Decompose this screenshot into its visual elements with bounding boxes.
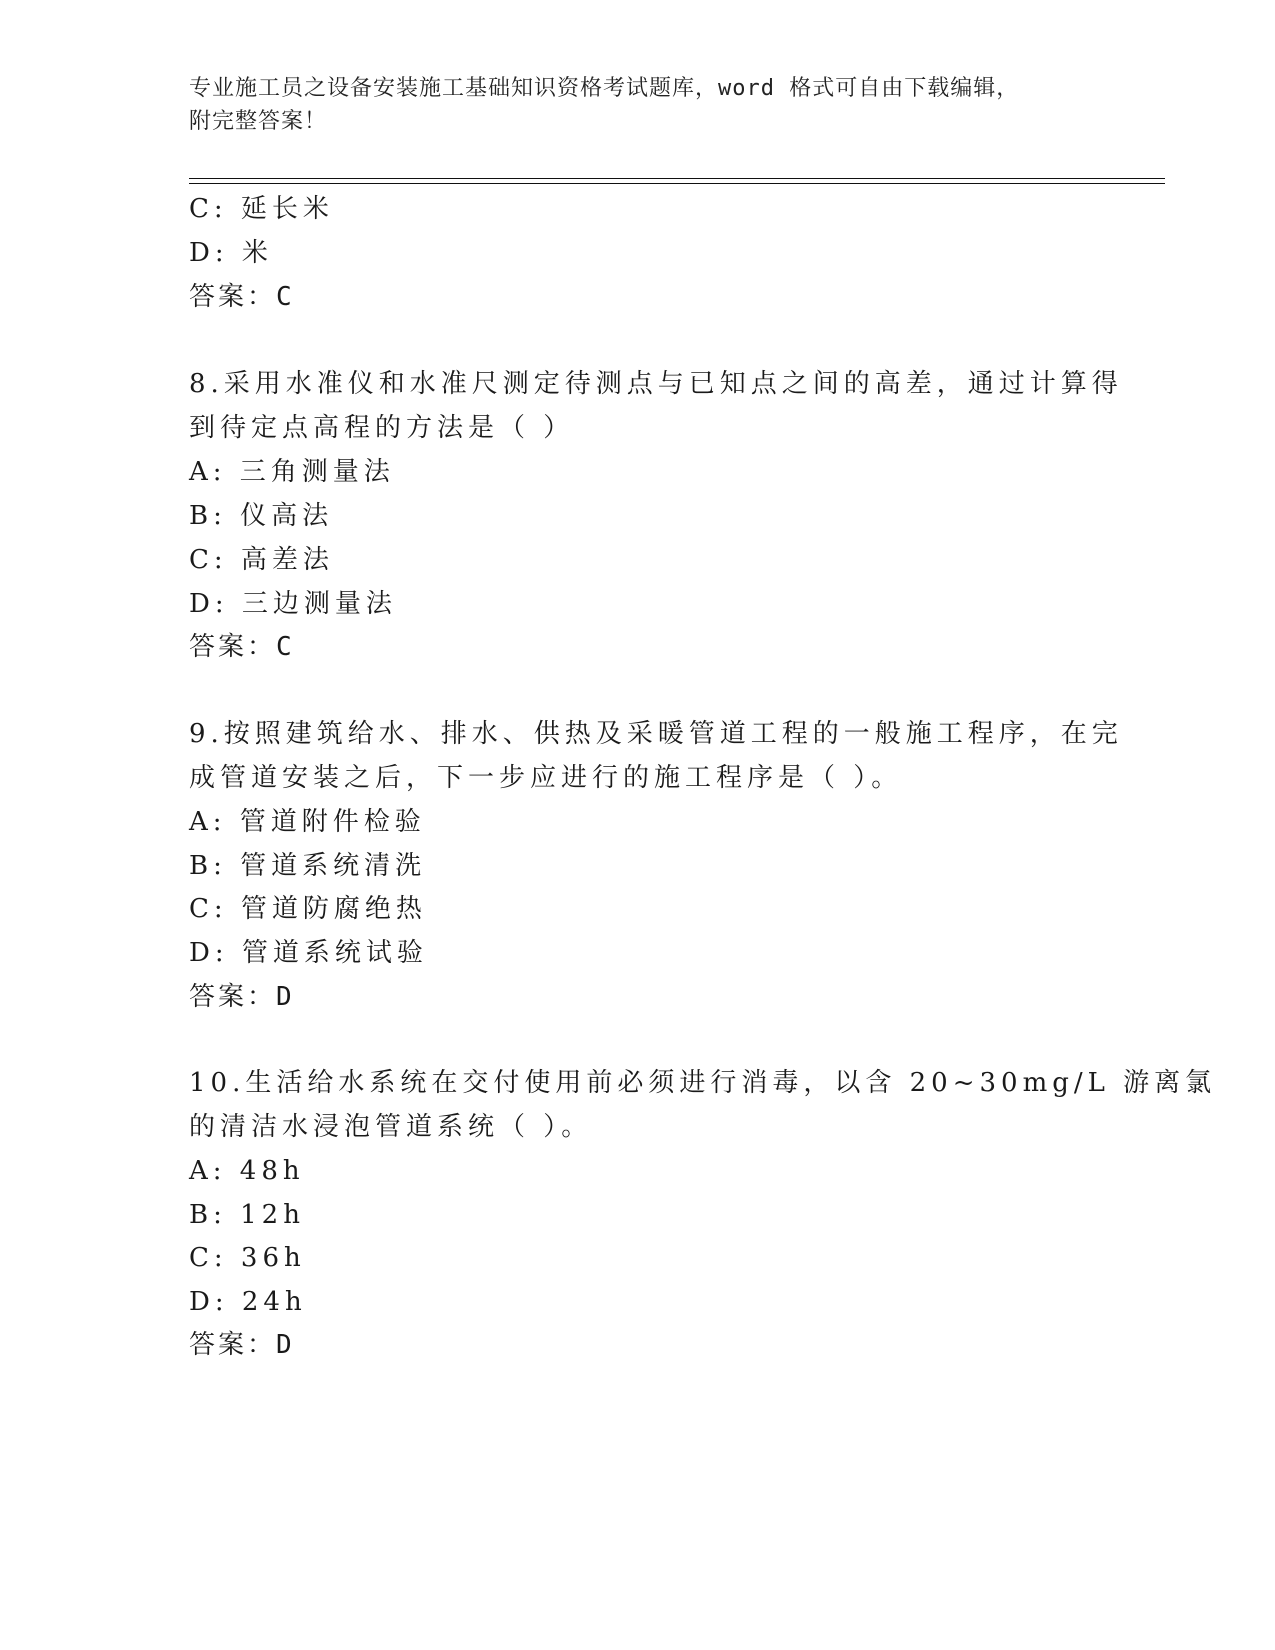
- q8-answer: 答案：C: [189, 632, 295, 662]
- q9-option-a: A: 管道附件检验: [189, 807, 426, 837]
- q10-option-d: D: 24h: [189, 1287, 307, 1317]
- q10-option-a: A: 48h: [189, 1156, 305, 1186]
- q8-stem-line-2: 到待定点高程的方法是（ ）: [189, 413, 575, 443]
- q10-stem-line-1: 10.生活给水系统在交付使用前必须进行消毒，以含 20~30mg/L 游离氯: [189, 1068, 1217, 1098]
- q10-stem-line-2: 的清洁水浸泡管道系统（ ）。: [189, 1112, 593, 1142]
- q9-stem-line-2: 成管道安装之后，下一步应进行的施工程序是（ ）。: [189, 763, 903, 793]
- header-line-1: 专业施工员之设备安装施工基础知识资格考试题库，word 格式可自由下载编辑，: [189, 76, 1020, 101]
- q8-stem-line-1: 8.采用水准仪和水准尺测定待测点与已知点之间的高差，通过计算得: [189, 369, 1123, 399]
- q9-answer: 答案：D: [189, 982, 295, 1012]
- header-line-2: 附完整答案！: [189, 109, 328, 134]
- q9-option-d: D: 管道系统试验: [189, 938, 428, 968]
- q9-option-c: C: 管道防腐绝热: [189, 894, 427, 924]
- q9-option-b: B: 管道系统清洗: [189, 851, 427, 881]
- q8-option-c: C: 高差法: [189, 545, 334, 575]
- q8-option-b: B: 仪高法: [189, 501, 334, 531]
- q10-option-c: C: 36h: [189, 1243, 306, 1273]
- q10-answer: 答案：D: [189, 1330, 295, 1360]
- document-header: [189, 72, 1069, 138]
- q8-option-a: A: 三角测量法: [189, 457, 395, 487]
- q10-option-b: B: 12h: [189, 1200, 305, 1230]
- q8-option-d: D: 三边测量法: [189, 589, 397, 619]
- q7-answer: 答案：C: [189, 282, 295, 312]
- q9-stem-line-1: 9.按照建筑给水、排水、供热及采暖管道工程的一般施工程序，在完: [189, 719, 1123, 749]
- header-divider-top: [189, 178, 1165, 179]
- header-divider-bottom: [189, 183, 1165, 184]
- q7-option-c: C: 延长米: [189, 194, 334, 224]
- q7-option-d: D: 米: [189, 238, 273, 268]
